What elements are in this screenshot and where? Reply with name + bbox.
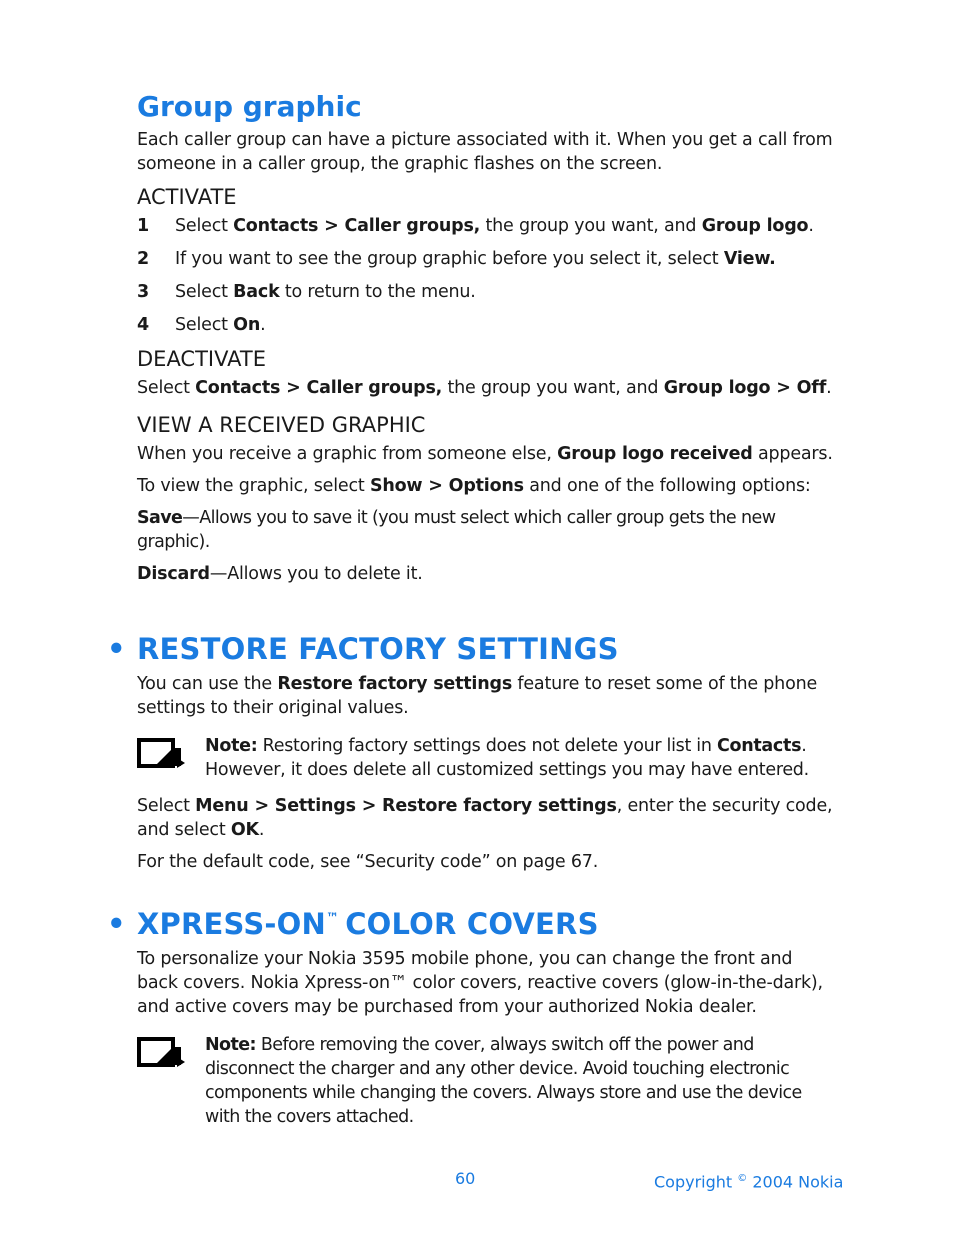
discard-option: Discard—Allows you to delete it.: [137, 564, 423, 584]
deactivate-heading: DEACTIVATE: [137, 347, 266, 371]
list-item: [137, 313, 837, 337]
activate-heading: ACTIVATE: [137, 185, 237, 209]
deactivate-text: Select Contacts > Caller groups, the group you want, and Group logo > Off.: [137, 378, 832, 398]
step-text: Select On.: [175, 315, 266, 335]
restore-instructions: Select Menu > Settings > Restore factory settings, enter the security code, and select OK.: [137, 796, 833, 840]
note-icon: [137, 1033, 205, 1129]
group-graphic-intro: Each caller group can have a picture associated with it. When you get a call from someone in a caller group, the graphic flashes on the screen.: [137, 130, 833, 174]
section-title-xpress: • XPRESS-ON™ COLOR COVERS: [107, 907, 599, 941]
page-content: [107, 90, 837, 1141]
step-text: Select Back to return to the menu.: [175, 282, 476, 302]
step-text: Select Contacts > Caller groups, the group you want, and Group logo.: [175, 216, 814, 236]
restore-default-code: For the default code, see “Security code” on page 67.: [137, 852, 599, 872]
note-icon: [137, 734, 205, 782]
section-title-group-graphic: Group graphic: [137, 90, 362, 123]
list-item: [137, 280, 837, 304]
note-restore: [137, 734, 837, 782]
restore-intro: You can use the Restore factory settings feature to reset some of the phone settings to their original values.: [137, 674, 818, 718]
note-text: Note: Restoring factory settings does not delete your list in Contacts. However, it does delete all customized settings you may have entered.: [205, 736, 809, 780]
step-number: 3: [137, 282, 149, 302]
view-received-p1: When you receive a graphic from someone else, Group logo received appears.: [137, 444, 833, 464]
note-xpress: [137, 1033, 837, 1129]
section-title-restore: • RESTORE FACTORY SETTINGS: [107, 632, 619, 666]
list-item: [137, 247, 837, 271]
step-number: 4: [137, 315, 149, 335]
list-item: [137, 214, 837, 238]
note-text: Note: Before removing the cover, always switch off the power and disconnect the charger and any other device. Avoid touching electronic components while changing the covers. Always store and use the device with the covers attached.: [205, 1035, 802, 1127]
step-number: 1: [137, 216, 149, 236]
step-text: If you want to see the group graphic before you select it, select View.: [175, 249, 776, 269]
step-number: 2: [137, 249, 149, 269]
view-received-p2: To view the graphic, select Show > Options and one of the following options:: [137, 476, 811, 496]
view-received-heading: VIEW A RECEIVED GRAPHIC: [137, 413, 426, 437]
copyright: Copyright © 2004 Nokia: [654, 1172, 844, 1192]
page-number: 60: [455, 1169, 476, 1188]
xpress-intro: To personalize your Nokia 3595 mobile phone, you can change the front and back covers. Nokia Xpress-on™ color covers, reactive covers (glow-in-the-dark), and active covers may be purchased from your authorized Nokia dealer.: [137, 949, 823, 1017]
save-option: Save—Allows you to save it (you must select which caller group gets the new graphic).: [137, 508, 776, 552]
